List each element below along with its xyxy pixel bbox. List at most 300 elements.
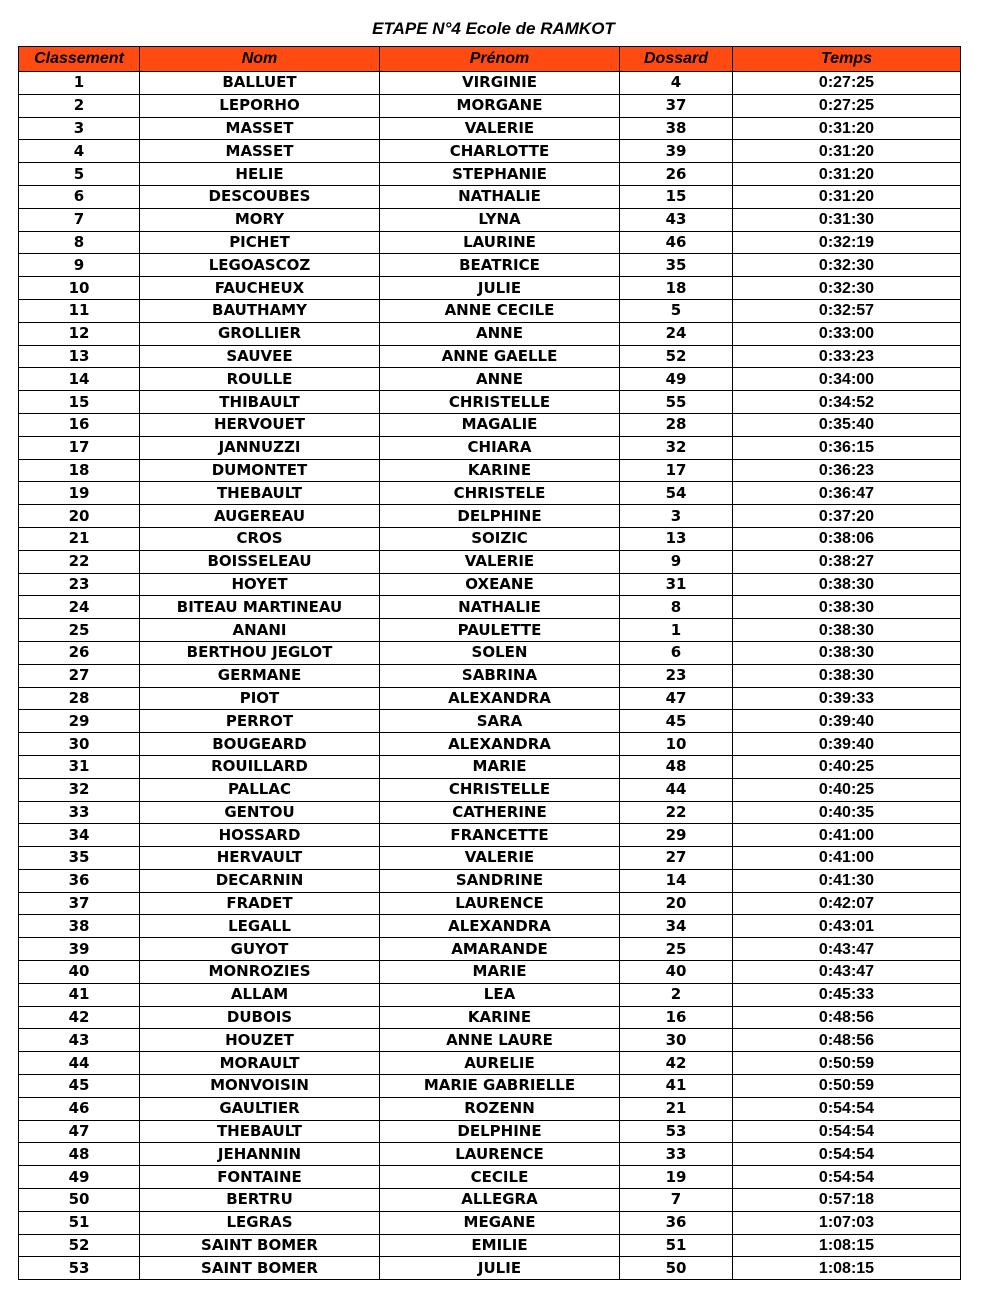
cell-nom: HOYET — [140, 573, 380, 596]
cell-nom: FONTAINE — [140, 1166, 380, 1189]
cell-nom: HERVOUET — [140, 413, 380, 436]
cell-dossard: 7 — [620, 1189, 733, 1212]
cell-classement: 24 — [19, 596, 140, 619]
table-row — [19, 801, 961, 824]
cell-nom: CROS — [140, 527, 380, 550]
cell-classement: 38 — [19, 915, 140, 938]
cell-classement: 6 — [19, 185, 140, 208]
cell-nom: GUYOT — [140, 938, 380, 961]
cell-dossard: 29 — [620, 824, 733, 847]
cell-prenom: ANNE CECILE — [380, 299, 620, 322]
cell-dossard: 24 — [620, 322, 733, 345]
cell-temps: 0:32:19 — [733, 231, 961, 254]
cell-nom: GERMANE — [140, 664, 380, 687]
cell-prenom: MARIE GABRIELLE — [380, 1075, 620, 1098]
cell-nom: DUBOIS — [140, 1006, 380, 1029]
cell-temps: 0:57:18 — [733, 1189, 961, 1212]
cell-prenom: DELPHINE — [380, 505, 620, 528]
cell-nom: BOUGEARD — [140, 733, 380, 756]
cell-classement: 39 — [19, 938, 140, 961]
cell-prenom: KARINE — [380, 1006, 620, 1029]
cell-temps: 0:38:06 — [733, 527, 961, 550]
cell-temps: 0:32:30 — [733, 277, 961, 300]
cell-dossard: 47 — [620, 687, 733, 710]
cell-prenom: MORGANE — [380, 94, 620, 117]
cell-dossard: 45 — [620, 710, 733, 733]
cell-classement: 53 — [19, 1257, 140, 1280]
cell-nom: LEGALL — [140, 915, 380, 938]
table-row — [19, 733, 961, 756]
cell-classement: 29 — [19, 710, 140, 733]
cell-classement: 43 — [19, 1029, 140, 1052]
table-row — [19, 1052, 961, 1075]
table-row — [19, 208, 961, 231]
table-row — [19, 1166, 961, 1189]
cell-prenom: LAURENCE — [380, 1143, 620, 1166]
table-row — [19, 778, 961, 801]
cell-dossard: 39 — [620, 140, 733, 163]
cell-prenom: CHIARA — [380, 436, 620, 459]
cell-prenom: MARIE — [380, 755, 620, 778]
cell-classement: 18 — [19, 459, 140, 482]
cell-nom: HERVAULT — [140, 847, 380, 870]
cell-nom: ROULLE — [140, 368, 380, 391]
cell-classement: 7 — [19, 208, 140, 231]
cell-prenom: LAURINE — [380, 231, 620, 254]
cell-prenom: LAURENCE — [380, 892, 620, 915]
cell-prenom: ALEXANDRA — [380, 915, 620, 938]
cell-classement: 10 — [19, 277, 140, 300]
cell-dossard: 51 — [620, 1234, 733, 1257]
cell-prenom: KARINE — [380, 459, 620, 482]
cell-prenom: ALEXANDRA — [380, 687, 620, 710]
table-row — [19, 961, 961, 984]
table-row — [19, 710, 961, 733]
cell-temps: 0:38:30 — [733, 596, 961, 619]
cell-dossard: 34 — [620, 915, 733, 938]
cell-prenom: MARIE — [380, 961, 620, 984]
cell-temps: 0:36:47 — [733, 482, 961, 505]
cell-prenom: ROZENN — [380, 1097, 620, 1120]
cell-temps: 0:48:56 — [733, 1006, 961, 1029]
cell-prenom: CHARLOTTE — [380, 140, 620, 163]
cell-temps: 0:36:23 — [733, 459, 961, 482]
cell-classement: 27 — [19, 664, 140, 687]
header-classement: Classement — [19, 47, 140, 72]
cell-temps: 0:27:25 — [733, 94, 961, 117]
table-row — [19, 915, 961, 938]
header-nom: Nom — [140, 47, 380, 72]
table-row — [19, 983, 961, 1006]
table-row — [19, 368, 961, 391]
cell-temps: 0:36:15 — [733, 436, 961, 459]
cell-classement: 40 — [19, 961, 140, 984]
table-row — [19, 140, 961, 163]
cell-dossard: 32 — [620, 436, 733, 459]
cell-classement: 22 — [19, 550, 140, 573]
table-row — [19, 277, 961, 300]
cell-nom: SAUVEE — [140, 345, 380, 368]
table-row — [19, 619, 961, 642]
cell-classement: 20 — [19, 505, 140, 528]
cell-nom: GROLLIER — [140, 322, 380, 345]
cell-prenom: MEGANE — [380, 1211, 620, 1234]
cell-classement: 8 — [19, 231, 140, 254]
cell-classement: 25 — [19, 619, 140, 642]
cell-nom: MORAULT — [140, 1052, 380, 1075]
cell-nom: DECARNIN — [140, 869, 380, 892]
table-row — [19, 436, 961, 459]
cell-temps: 0:38:30 — [733, 573, 961, 596]
cell-temps: 1:08:15 — [733, 1257, 961, 1280]
table-row — [19, 1097, 961, 1120]
cell-nom: DESCOUBES — [140, 185, 380, 208]
cell-temps: 0:27:25 — [733, 72, 961, 95]
cell-classement: 34 — [19, 824, 140, 847]
cell-temps: 0:40:35 — [733, 801, 961, 824]
cell-temps: 0:41:00 — [733, 847, 961, 870]
cell-temps: 0:43:01 — [733, 915, 961, 938]
cell-prenom: AURELIE — [380, 1052, 620, 1075]
table-row — [19, 824, 961, 847]
cell-nom: JANNUZZI — [140, 436, 380, 459]
cell-classement: 44 — [19, 1052, 140, 1075]
cell-temps: 0:37:20 — [733, 505, 961, 528]
cell-nom: PALLAC — [140, 778, 380, 801]
cell-classement: 17 — [19, 436, 140, 459]
table-row — [19, 664, 961, 687]
cell-dossard: 13 — [620, 527, 733, 550]
cell-prenom: ANNE LAURE — [380, 1029, 620, 1052]
cell-classement: 36 — [19, 869, 140, 892]
cell-classement: 16 — [19, 413, 140, 436]
cell-prenom: CHRISTELLE — [380, 391, 620, 414]
table-row — [19, 1029, 961, 1052]
cell-temps: 0:40:25 — [733, 755, 961, 778]
cell-temps: 0:32:30 — [733, 254, 961, 277]
cell-prenom: SARA — [380, 710, 620, 733]
cell-prenom: VALERIE — [380, 550, 620, 573]
cell-nom: ANANI — [140, 619, 380, 642]
cell-nom: MONVOISIN — [140, 1075, 380, 1098]
table-row — [19, 869, 961, 892]
table-row — [19, 1189, 961, 1212]
cell-classement: 3 — [19, 117, 140, 140]
table-row — [19, 459, 961, 482]
table-row — [19, 573, 961, 596]
table-row — [19, 345, 961, 368]
cell-dossard: 21 — [620, 1097, 733, 1120]
cell-temps: 0:41:30 — [733, 869, 961, 892]
results-table — [18, 46, 961, 1280]
cell-temps: 0:43:47 — [733, 938, 961, 961]
cell-nom: MONROZIES — [140, 961, 380, 984]
cell-classement: 47 — [19, 1120, 140, 1143]
cell-nom: BITEAU MARTINEAU — [140, 596, 380, 619]
cell-classement: 2 — [19, 94, 140, 117]
cell-temps: 0:38:30 — [733, 641, 961, 664]
cell-dossard: 30 — [620, 1029, 733, 1052]
cell-temps: 0:31:20 — [733, 117, 961, 140]
cell-temps: 0:39:33 — [733, 687, 961, 710]
cell-temps: 0:31:20 — [733, 140, 961, 163]
cell-classement: 50 — [19, 1189, 140, 1212]
table-row — [19, 72, 961, 95]
cell-classement: 46 — [19, 1097, 140, 1120]
cell-prenom: LYNA — [380, 208, 620, 231]
cell-dossard: 50 — [620, 1257, 733, 1280]
cell-prenom: SANDRINE — [380, 869, 620, 892]
cell-dossard: 41 — [620, 1075, 733, 1098]
table-row — [19, 117, 961, 140]
cell-dossard: 40 — [620, 961, 733, 984]
cell-prenom: OXEANE — [380, 573, 620, 596]
cell-temps: 0:54:54 — [733, 1166, 961, 1189]
cell-dossard: 10 — [620, 733, 733, 756]
cell-dossard: 16 — [620, 1006, 733, 1029]
table-row — [19, 163, 961, 186]
cell-dossard: 31 — [620, 573, 733, 596]
cell-temps: 0:31:20 — [733, 163, 961, 186]
table-row — [19, 322, 961, 345]
table-row — [19, 391, 961, 414]
cell-prenom: ANNE GAELLE — [380, 345, 620, 368]
table-row — [19, 596, 961, 619]
table-row — [19, 254, 961, 277]
cell-classement: 12 — [19, 322, 140, 345]
cell-dossard: 4 — [620, 72, 733, 95]
cell-dossard: 18 — [620, 277, 733, 300]
cell-nom: LEGOASCOZ — [140, 254, 380, 277]
table-row — [19, 413, 961, 436]
cell-nom: HOUZET — [140, 1029, 380, 1052]
cell-classement: 14 — [19, 368, 140, 391]
cell-classement: 23 — [19, 573, 140, 596]
cell-dossard: 43 — [620, 208, 733, 231]
cell-dossard: 52 — [620, 345, 733, 368]
cell-dossard: 5 — [620, 299, 733, 322]
cell-temps: 0:39:40 — [733, 733, 961, 756]
cell-nom: BERTRU — [140, 1189, 380, 1212]
cell-dossard: 2 — [620, 983, 733, 1006]
table-row — [19, 641, 961, 664]
cell-dossard: 44 — [620, 778, 733, 801]
table-row — [19, 185, 961, 208]
cell-temps: 0:33:00 — [733, 322, 961, 345]
cell-nom: FAUCHEUX — [140, 277, 380, 300]
cell-temps: 0:35:40 — [733, 413, 961, 436]
cell-classement: 19 — [19, 482, 140, 505]
cell-prenom: AMARANDE — [380, 938, 620, 961]
cell-classement: 15 — [19, 391, 140, 414]
table-row — [19, 550, 961, 573]
cell-prenom: CECILE — [380, 1166, 620, 1189]
cell-temps: 0:39:40 — [733, 710, 961, 733]
cell-dossard: 42 — [620, 1052, 733, 1075]
cell-prenom: CHRISTELE — [380, 482, 620, 505]
cell-dossard: 33 — [620, 1143, 733, 1166]
cell-nom: DUMONTET — [140, 459, 380, 482]
cell-nom: BALLUET — [140, 72, 380, 95]
cell-temps: 0:45:33 — [733, 983, 961, 1006]
cell-dossard: 37 — [620, 94, 733, 117]
cell-prenom: JULIE — [380, 277, 620, 300]
cell-temps: 0:50:59 — [733, 1075, 961, 1098]
cell-classement: 48 — [19, 1143, 140, 1166]
cell-nom: SAINT BOMER — [140, 1257, 380, 1280]
cell-temps: 1:07:03 — [733, 1211, 961, 1234]
page-title: ETAPE N°4 Ecole de RAMKOT — [372, 19, 615, 38]
cell-nom: MASSET — [140, 140, 380, 163]
table-row — [19, 1234, 961, 1257]
cell-nom: AUGEREAU — [140, 505, 380, 528]
cell-nom: SAINT BOMER — [140, 1234, 380, 1257]
cell-nom: THEBAULT — [140, 1120, 380, 1143]
cell-classement: 9 — [19, 254, 140, 277]
cell-temps: 0:54:54 — [733, 1097, 961, 1120]
cell-prenom: ALEXANDRA — [380, 733, 620, 756]
cell-dossard: 23 — [620, 664, 733, 687]
cell-dossard: 54 — [620, 482, 733, 505]
cell-prenom: DELPHINE — [380, 1120, 620, 1143]
cell-temps: 0:38:30 — [733, 619, 961, 642]
cell-dossard: 19 — [620, 1166, 733, 1189]
header-temps: Temps — [733, 47, 961, 72]
cell-nom: PERROT — [140, 710, 380, 733]
cell-temps: 0:34:52 — [733, 391, 961, 414]
cell-classement: 41 — [19, 983, 140, 1006]
cell-temps: 0:54:54 — [733, 1143, 961, 1166]
table-row — [19, 527, 961, 550]
cell-prenom: FRANCETTE — [380, 824, 620, 847]
cell-prenom: CHRISTELLE — [380, 778, 620, 801]
cell-prenom: MAGALIE — [380, 413, 620, 436]
cell-dossard: 36 — [620, 1211, 733, 1234]
table-row — [19, 892, 961, 915]
cell-prenom: SOIZIC — [380, 527, 620, 550]
cell-nom: GAULTIER — [140, 1097, 380, 1120]
cell-dossard: 22 — [620, 801, 733, 824]
cell-prenom: ALLEGRA — [380, 1189, 620, 1212]
table-row — [19, 847, 961, 870]
cell-temps: 0:50:59 — [733, 1052, 961, 1075]
cell-classement: 11 — [19, 299, 140, 322]
cell-temps: 0:41:00 — [733, 824, 961, 847]
table-row — [19, 1143, 961, 1166]
table-row — [19, 505, 961, 528]
cell-prenom: ANNE — [380, 368, 620, 391]
cell-nom: PICHET — [140, 231, 380, 254]
cell-nom: HELIE — [140, 163, 380, 186]
cell-temps: 1:08:15 — [733, 1234, 961, 1257]
cell-temps: 0:31:30 — [733, 208, 961, 231]
header-dossard: Dossard — [620, 47, 733, 72]
cell-dossard: 9 — [620, 550, 733, 573]
cell-prenom: PAULETTE — [380, 619, 620, 642]
table-row — [19, 687, 961, 710]
cell-temps: 0:43:47 — [733, 961, 961, 984]
cell-temps: 0:32:57 — [733, 299, 961, 322]
cell-dossard: 14 — [620, 869, 733, 892]
table-row — [19, 231, 961, 254]
cell-nom: FRADET — [140, 892, 380, 915]
table-row — [19, 1211, 961, 1234]
table-row — [19, 299, 961, 322]
cell-nom: ALLAM — [140, 983, 380, 1006]
cell-classement: 30 — [19, 733, 140, 756]
cell-classement: 35 — [19, 847, 140, 870]
cell-classement: 52 — [19, 1234, 140, 1257]
cell-dossard: 48 — [620, 755, 733, 778]
cell-dossard: 3 — [620, 505, 733, 528]
cell-dossard: 17 — [620, 459, 733, 482]
cell-nom: MASSET — [140, 117, 380, 140]
cell-nom: MORY — [140, 208, 380, 231]
cell-classement: 31 — [19, 755, 140, 778]
cell-classement: 5 — [19, 163, 140, 186]
cell-prenom: VALERIE — [380, 117, 620, 140]
cell-dossard: 6 — [620, 641, 733, 664]
cell-prenom: VALERIE — [380, 847, 620, 870]
cell-nom: HOSSARD — [140, 824, 380, 847]
cell-prenom: SOLEN — [380, 641, 620, 664]
cell-prenom: ANNE — [380, 322, 620, 345]
cell-classement: 33 — [19, 801, 140, 824]
cell-nom: ROUILLARD — [140, 755, 380, 778]
cell-dossard: 20 — [620, 892, 733, 915]
cell-dossard: 26 — [620, 163, 733, 186]
cell-classement: 4 — [19, 140, 140, 163]
cell-temps: 0:33:23 — [733, 345, 961, 368]
cell-temps: 0:31:20 — [733, 185, 961, 208]
cell-temps: 0:38:30 — [733, 664, 961, 687]
results-body — [19, 72, 961, 1280]
cell-dossard: 1 — [620, 619, 733, 642]
cell-prenom: STEPHANIE — [380, 163, 620, 186]
table-row — [19, 94, 961, 117]
cell-classement: 26 — [19, 641, 140, 664]
header-prenom: Prénom — [380, 47, 620, 72]
cell-nom: PIOT — [140, 687, 380, 710]
cell-dossard: 55 — [620, 391, 733, 414]
cell-classement: 42 — [19, 1006, 140, 1029]
cell-temps: 0:38:27 — [733, 550, 961, 573]
cell-dossard: 25 — [620, 938, 733, 961]
cell-nom: THEBAULT — [140, 482, 380, 505]
cell-classement: 51 — [19, 1211, 140, 1234]
table-row — [19, 755, 961, 778]
cell-classement: 49 — [19, 1166, 140, 1189]
cell-classement: 32 — [19, 778, 140, 801]
cell-nom: BOISSELEAU — [140, 550, 380, 573]
cell-classement: 1 — [19, 72, 140, 95]
cell-prenom: CATHERINE — [380, 801, 620, 824]
cell-temps: 0:40:25 — [733, 778, 961, 801]
cell-prenom: JULIE — [380, 1257, 620, 1280]
table-row — [19, 482, 961, 505]
table-row — [19, 1075, 961, 1098]
table-row — [19, 1006, 961, 1029]
cell-prenom: SABRINA — [380, 664, 620, 687]
cell-nom: THIBAULT — [140, 391, 380, 414]
header-row — [19, 47, 961, 72]
cell-dossard: 38 — [620, 117, 733, 140]
cell-dossard: 28 — [620, 413, 733, 436]
table-row — [19, 1120, 961, 1143]
cell-temps: 0:34:00 — [733, 368, 961, 391]
cell-dossard: 53 — [620, 1120, 733, 1143]
table-row — [19, 1257, 961, 1280]
